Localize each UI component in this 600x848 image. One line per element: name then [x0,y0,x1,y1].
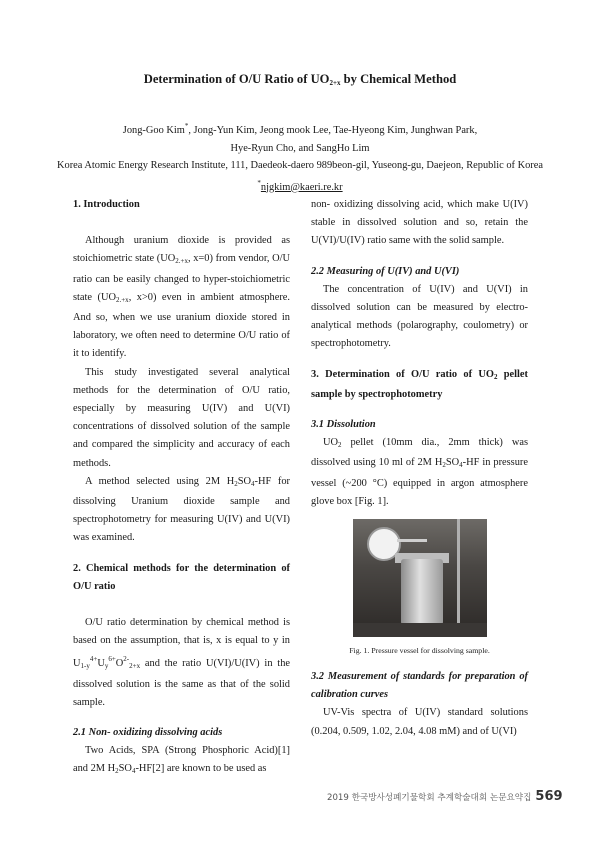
author-line-1: Jong-Goo Kim*, Jong-Yun Kim, Jeong mook Lee, Tae-Hyeong Kim, Junghwan Park, [122,122,478,136]
subsection-heading-3-1: 3.1 Dissolution [311,419,376,431]
subsection-heading-2-2: 2.2 Measuring of U(IV) and U(VI) [311,265,460,277]
subsection-3-1-paragraph: $UO_2$ pellet (10mm dia., 2mm thick) was dissolved using 10 ml of 2M $H_2SO_4-HF$ in pressure vessel (~200 °C) equipped in argon atmosphere glove box [Fig. 1]. [311,437,528,507]
intro-paragraph-2: This study investigated several analytical methods for the determination of O/U ratio, especially by measuring U(IV) and U(VI) concentrations of dissolved solution of the sample and compared the simplicity and accuracy of each methods. [73,366,290,469]
page-number: 569 [535,789,563,804]
vessel-icon [401,559,443,625]
figure-caption: Fig. 1. Pressure vessel for dissolving sample. [349,646,490,656]
page-footer [327,789,563,804]
author-line-2: Hye-Ryun Cho, and SangHo Lim [230,142,370,154]
subsection-heading-3-2: 3.2 Measurement of standards for preparation of calibration curves [311,671,528,701]
section-heading-spectrophotometry: 3. Determination of O/U ratio of $UO_2$ pellet sample by spectrophotometry [311,368,528,400]
corresponding-email[interactable]: *njgkim@kaeri.re.kr [257,178,343,193]
left-column [73,196,290,781]
subsection-2-1-paragraph: Two Acids, SPA (Strong Phosphoric Acid)[1] and 2M $H_2SO_4-HF[2]$ are known to be used as [73,745,290,776]
right-column [311,196,528,741]
pressure-vessel-photo [353,519,487,637]
intro-paragraph-1: Although uranium dioxide is provided as stoichiometric state ($UO_{2.+x}$, x=0) from vendor, O/U ratio can be easily changed to hyper-stoichiometric state ($UO_{2.+x}$, x>0) even in ambient atmosphere. And so, when we use uranium dioxide stored in laboratory, we often need to determine O/U ratio of it to identify. [73,235,291,360]
subsection-3-2-paragraph: UV-Vis spectra of U(IV) standard solutions (0.204, 0.509, 1.02, 2.04, 4.08 mM) and of U(VI) [311,707,528,737]
subsection-heading-2-1: 2.1 Non- oxidizing dissolving acids [73,727,223,739]
author-block [0,118,600,196]
affiliation: Korea Atomic Energy Research Institute, 111, Daedeok-daero 989beon-gil, Yuseong-gu, Daejeon, Republic of Korea [57,160,543,171]
chemical-methods-paragraph: O/U ratio determination by chemical method is based on the assumption, that is, x is equal to y in $U_{1-y}^{4+}U_y^{6+}O^{2-}_{2+x}$ and the ratio U(VI)/U(IV) in the dissolved solution is the same as that of the solid sample. [73,617,290,708]
subsection-2-2-paragraph: The concentration of U(IV) and U(VI) in dissolved solution can be measured by electro-analytical methods (polarography, coulometry) or spectrophotometry. [311,283,528,350]
continued-paragraph: non- oxidizing dissolving acid, which make U(IV) stable in dissolved solution and so, retain the U(VI)/U(IV) ratio same with the solid sample. [311,199,528,247]
intro-paragraph-3: A method selected using 2M $H_2SO_4-HF$ for dissolving Uranium dioxide sample and spectrophotometry for measuring U(IV) and U(VI) was examined. [73,475,290,544]
footer-text: 2019 한국방사성폐기물학회 추계학술대회 논문요약집 [327,793,532,803]
section-heading-introduction: 1. Introduction [73,199,140,210]
section-heading-chemical-methods: 2. Chemical methods for the determination of O/U ratio [73,562,290,592]
paper-title: Determination of O/U Ratio of $UO_{2+x}$ by Chemical Method [143,72,457,87]
